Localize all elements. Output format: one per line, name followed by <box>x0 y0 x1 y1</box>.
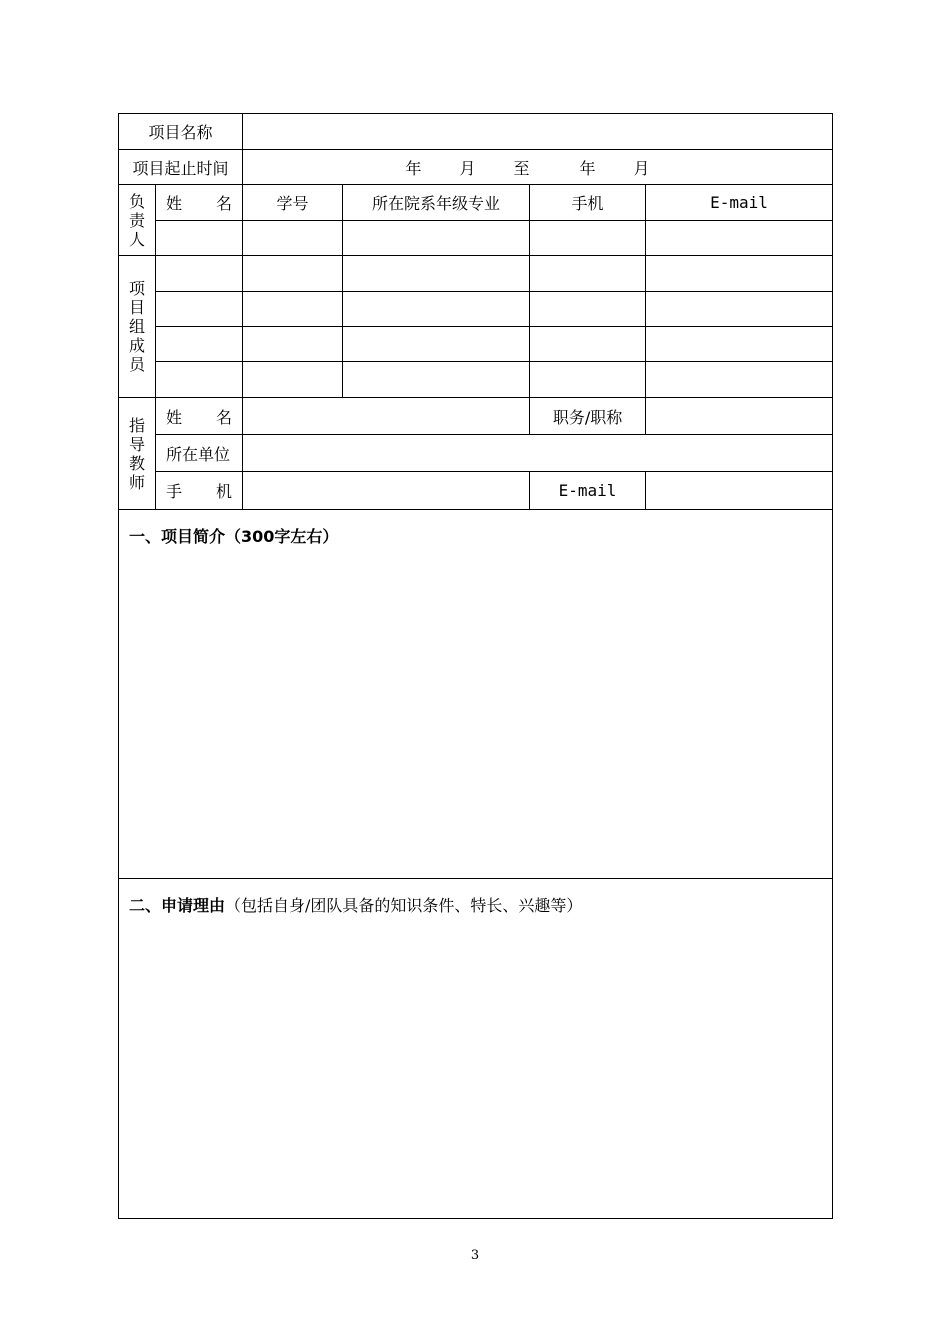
project-name-field[interactable] <box>243 114 833 150</box>
period-year-start: 年 <box>405 158 422 178</box>
member-name-field[interactable] <box>156 256 243 292</box>
application-reason-note: （包括自身/团队具备的知识条件、特长、兴趣等） <box>225 896 583 915</box>
members-group-label: 项 目 组 成 员 <box>119 256 156 398</box>
member-email-field[interactable] <box>646 362 833 398</box>
leader-email-field[interactable] <box>646 221 833 256</box>
college-major-header: 所在院系年级专业 <box>343 185 530 221</box>
form-table <box>118 113 833 1219</box>
application-reason-title: 二、申请理由 <box>129 896 226 915</box>
period-month-end: 月 <box>633 158 650 178</box>
leader-college-field[interactable] <box>343 221 530 256</box>
member-student-id-field[interactable] <box>243 362 343 398</box>
member-name-field[interactable] <box>156 327 243 362</box>
leader-phone-field[interactable] <box>530 221 646 256</box>
application-reason-section[interactable] <box>119 879 833 1219</box>
member-name-field[interactable] <box>156 292 243 327</box>
member-student-id-field[interactable] <box>243 327 343 362</box>
period-month-start: 月 <box>459 158 476 178</box>
member-phone-field[interactable] <box>530 292 646 327</box>
leader-name-field[interactable] <box>156 221 243 256</box>
student-id-header: 学号 <box>243 185 343 221</box>
advisor-unit-field[interactable] <box>243 435 833 472</box>
advisor-phone-field[interactable] <box>243 472 530 510</box>
member-college-field[interactable] <box>343 292 530 327</box>
advisor-phone-label: 手 机 <box>156 472 243 510</box>
member-college-field[interactable] <box>343 256 530 292</box>
member-phone-field[interactable] <box>530 256 646 292</box>
phone-header: 手机 <box>530 185 646 221</box>
advisor-name-label: 姓 名 <box>156 398 243 435</box>
member-college-field[interactable] <box>343 362 530 398</box>
project-summary-section[interactable] <box>119 510 833 879</box>
member-email-field[interactable] <box>646 292 833 327</box>
member-email-field[interactable] <box>646 327 833 362</box>
period-year-end: 年 <box>579 158 596 178</box>
leader-name-header: 姓 名 <box>156 185 243 221</box>
member-student-id-field[interactable] <box>243 256 343 292</box>
page-number: 3 <box>470 1248 480 1263</box>
advisor-email-field[interactable] <box>646 472 833 510</box>
project-summary-title: 一、项目简介（300字左右） <box>129 527 339 546</box>
member-phone-field[interactable] <box>530 362 646 398</box>
member-email-field[interactable] <box>646 256 833 292</box>
project-period-label: 项目起止时间 <box>119 150 243 185</box>
member-name-field[interactable] <box>156 362 243 398</box>
member-student-id-field[interactable] <box>243 292 343 327</box>
advisor-unit-label: 所在单位 <box>156 435 243 472</box>
member-college-field[interactable] <box>343 327 530 362</box>
leader-group-label: 负 责 人 <box>119 185 156 256</box>
member-phone-field[interactable] <box>530 327 646 362</box>
leader-student-id-field[interactable] <box>243 221 343 256</box>
project-name-label: 项目名称 <box>119 114 243 150</box>
project-period-field[interactable] <box>243 150 833 185</box>
advisor-group-label: 指 导 教 师 <box>119 398 156 510</box>
application-form <box>118 113 832 1220</box>
email-header: E-mail <box>646 185 833 221</box>
advisor-email-label: E-mail <box>530 472 646 510</box>
advisor-name-field[interactable] <box>243 398 530 435</box>
advisor-title-label: 职务/职称 <box>530 398 646 435</box>
advisor-title-field[interactable] <box>646 398 833 435</box>
period-to: 至 <box>513 158 530 178</box>
